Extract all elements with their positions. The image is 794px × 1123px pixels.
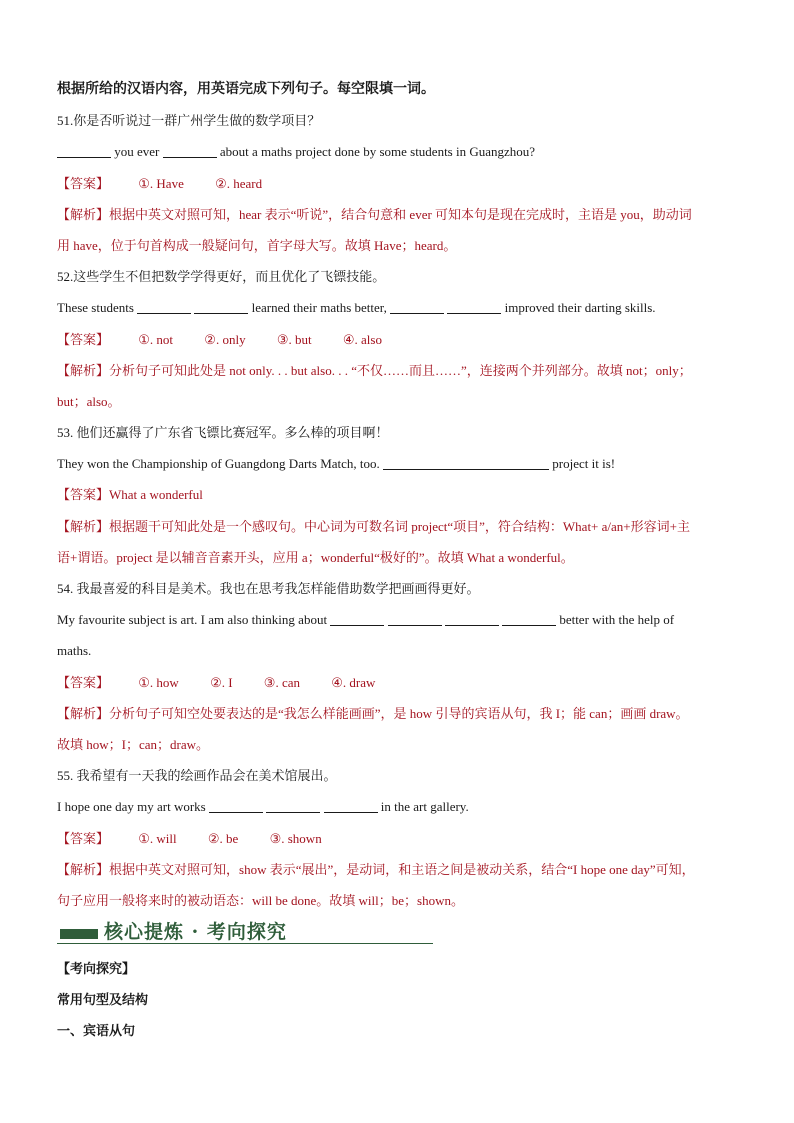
answer-tag: 【答案】 — [57, 175, 110, 191]
question-53-english: They won the Championship of Guangdong Darts Match, too. project it is! — [57, 456, 616, 472]
question-52-english: These students learned their maths better, improved their darting skills. — [57, 300, 656, 316]
answer-item: ③. shown — [269, 830, 322, 846]
question-54-english-cont: maths. — [57, 643, 92, 659]
answer-item: ④. draw — [331, 674, 376, 690]
answer-item: ④. also — [342, 331, 382, 347]
answer-item: ③. can — [263, 674, 300, 690]
section-title: 核心提炼 · 考向探究 — [104, 921, 287, 943]
answer-item: ①. will — [138, 830, 177, 846]
answer-blank[interactable] — [324, 800, 378, 813]
answer-blank[interactable] — [57, 145, 111, 158]
analysis-tag: 【解析】 — [57, 861, 110, 877]
question-51-analysis-line-2: 用 have，位于句首构成一般疑问句，首字母大写。故填 Have；heard。 — [57, 237, 457, 253]
answer-blank[interactable] — [194, 301, 248, 314]
answer-item: ①. how — [138, 674, 179, 690]
question-55-analysis-line-1: 【解析】根据中英文对照可知，show 表示“展出”，是动词，和主语之间是被动关系，结合“I hope one day”可知， — [57, 861, 695, 877]
section-sub-title: 常用句型及结构 — [57, 992, 149, 1008]
question-53-analysis-line-1: 【解析】根据题干可知此处是一个感叹句。中心词为可数名词 project“项目”，符合结构：What+ a/an+形容词+主 — [57, 518, 690, 534]
question-52-analysis-line-2: but；also。 — [57, 393, 121, 409]
answer-blank[interactable] — [330, 613, 384, 626]
answer-blank[interactable] — [447, 301, 501, 314]
answer-blank[interactable] — [266, 800, 320, 813]
question-51-prompt: 51.你是否听说过一群广州学生做的数学项目？ — [57, 113, 321, 129]
question-52-analysis-line-1: 【解析】分析句子可知此处是 not only. . . but also. . . “不仅……而且……”，连接两个并列部分。故填 not；only； — [57, 362, 692, 378]
answer-item: ②. heard — [215, 175, 263, 191]
answer-tag: 【答案】 — [57, 674, 110, 690]
question-55-answer — [57, 823, 747, 854]
question-51-analysis-line-1: 【解析】根据中英文对照可知，hear 表示“听说”，结合句意和 ever 可知本句是现在完成时，主语是 you，助动词 — [57, 206, 692, 222]
answer-text: What a wonderful — [109, 487, 203, 503]
section-marker-bar — [60, 929, 98, 939]
instruction-heading: 根据所给的汉语内容，用英语完成下列句子。每空限填一词。 — [57, 82, 435, 97]
answer-blank[interactable] — [445, 613, 499, 626]
question-51-english: you ever about a maths project done by some students in Guangzhou? — [57, 136, 747, 167]
answer-blank[interactable] — [383, 457, 549, 470]
section-header — [57, 913, 433, 947]
answer-item: ②. only — [204, 331, 246, 347]
answer-item: ③. but — [276, 331, 312, 347]
section-sub-tag: 【考向探究】 — [57, 961, 136, 976]
answer-blank[interactable] — [502, 613, 556, 626]
question-53-answer — [57, 479, 747, 510]
answer-item: ①. not — [138, 331, 174, 347]
answer-tag: 【答案】 — [57, 830, 110, 846]
analysis-tag: 【解析】 — [57, 206, 110, 222]
question-54-analysis-line-2: 故填 how；I；can；draw。 — [57, 736, 209, 752]
question-55-english: I hope one day my art works in the art gallery. — [57, 799, 469, 815]
question-54-analysis-line-1: 【解析】分析句子可知空处要表达的是“我怎么样能画画”，是 how 引导的宾语从句，我 I；能 can；画画 draw。 — [57, 705, 689, 721]
section-point-1: 一、宾语从句 — [57, 1023, 136, 1039]
question-53-prompt: 53. 他们还赢得了广东省飞镖比赛冠军。多么棒的项目啊！ — [57, 425, 389, 441]
analysis-tag: 【解析】 — [57, 705, 110, 721]
answer-item: ②. be — [207, 830, 239, 846]
question-52-answer — [57, 324, 747, 355]
question-54-prompt: 54. 我最喜爱的科目是美术。我也在思考我怎样能借助数学把画画得更好。 — [57, 581, 480, 596]
answer-item: ②. I — [210, 674, 233, 690]
question-54-answer — [57, 667, 747, 698]
answer-tag: 【答案】 — [57, 331, 110, 347]
question-55-analysis-line-2: 句子应用一般将来时的被动语态：will be done。故填 will；be；shown。 — [57, 892, 464, 908]
answer-blank[interactable] — [390, 301, 444, 314]
answer-blank[interactable] — [209, 800, 263, 813]
question-53-analysis-line-2: 语+谓语。project 是以辅音音素开头，应用 a；wonderful“极好的”。故填 What a wonderful。 — [57, 549, 574, 565]
analysis-tag: 【解析】 — [57, 362, 110, 378]
question-55-prompt: 55. 我希望有一天我的绘画作品会在美术馆展出。 — [57, 768, 337, 784]
answer-tag: 【答案】 — [57, 487, 110, 503]
exercise-content — [57, 74, 747, 916]
answer-item: ①. Have — [138, 175, 184, 191]
question-52-prompt: 52.这些学生不但把数学学得更好，而且优化了飞镖技能。 — [57, 269, 386, 285]
answer-blank[interactable] — [388, 613, 442, 626]
section-content — [57, 953, 747, 1047]
answer-blank[interactable] — [163, 145, 217, 158]
section-divider — [57, 943, 433, 944]
question-54-english: My favourite subject is art. I am also thinking about better with the help of — [57, 612, 675, 628]
analysis-tag: 【解析】 — [57, 518, 110, 534]
answer-blank[interactable] — [137, 301, 191, 314]
question-51-answer — [57, 168, 747, 199]
